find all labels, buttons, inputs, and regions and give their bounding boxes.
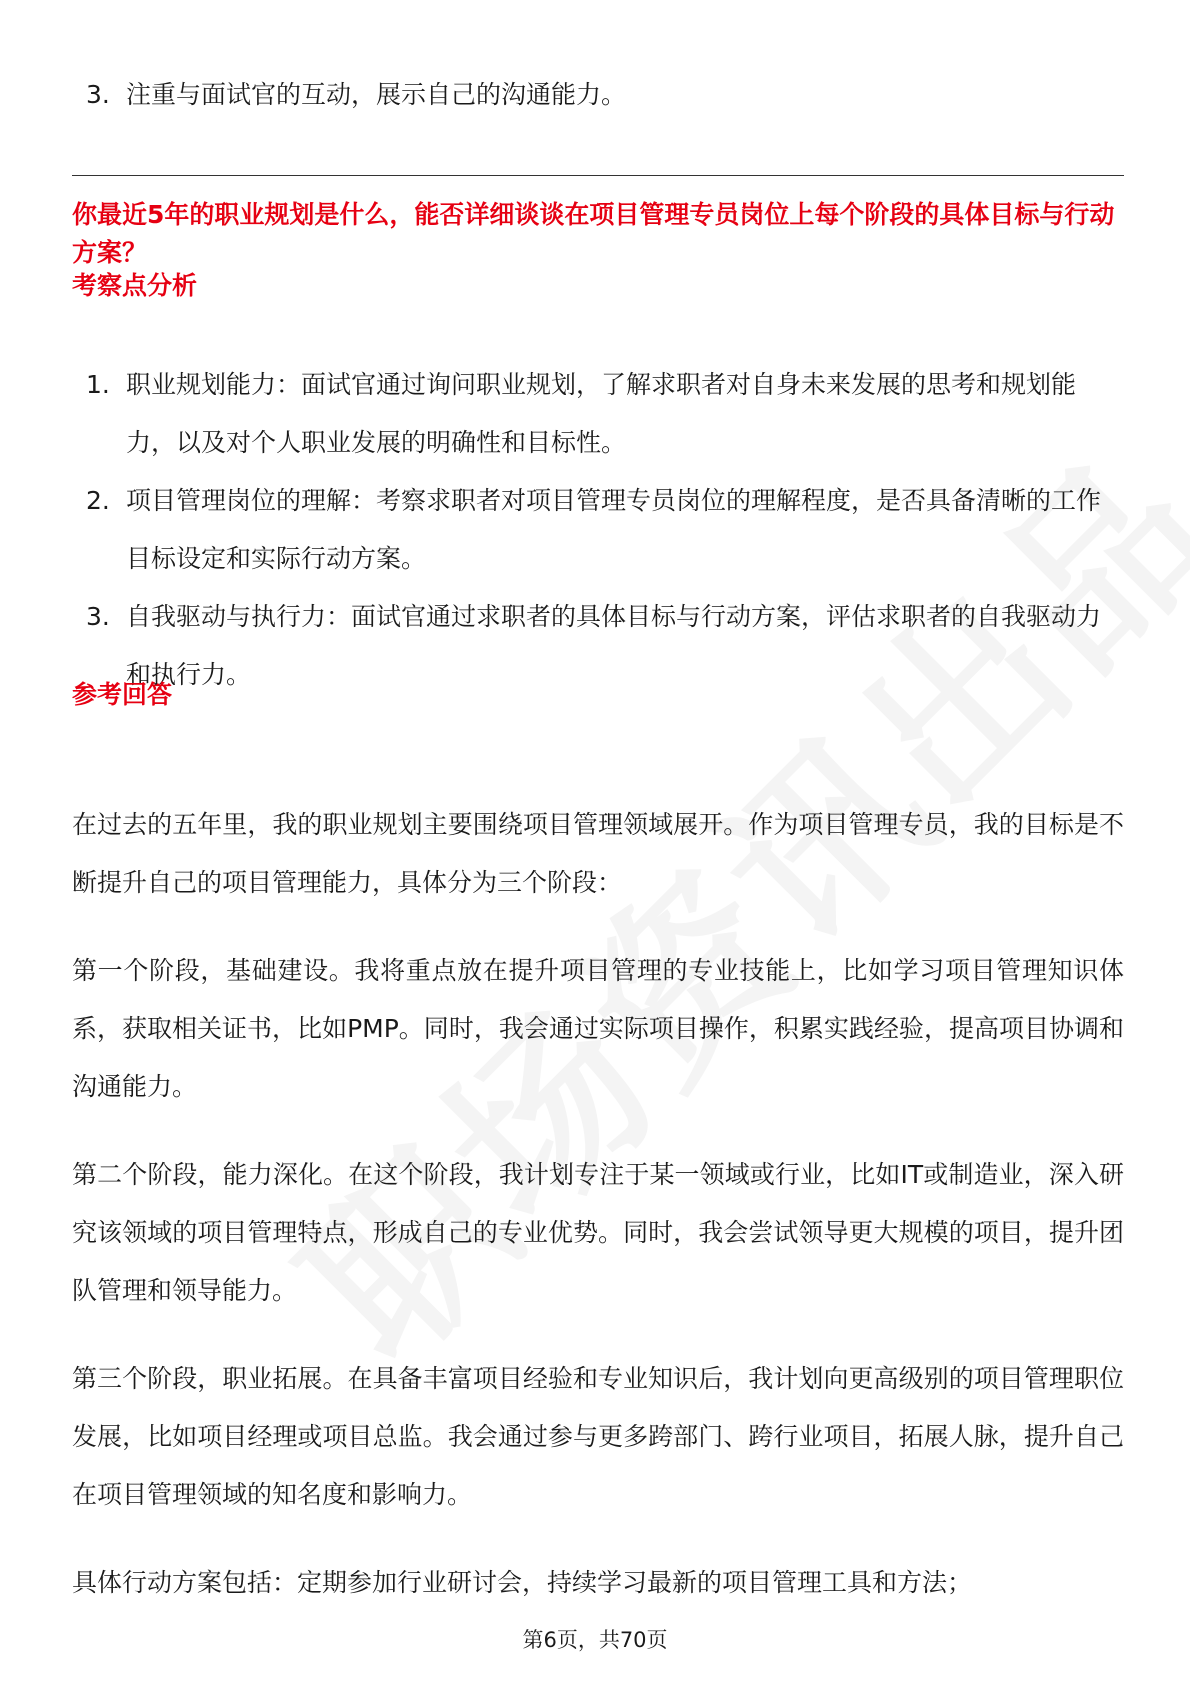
list-item <box>72 66 1124 124</box>
previous-answer-list <box>72 66 1124 124</box>
answer-paragraph: 在过去的五年里，我的职业规划主要围绕项目管理领域展开。作为项目管理专员，我的目标是不断提升自己的项目管理能力，具体分为三个阶段： <box>72 810 1124 897</box>
analysis-list <box>72 356 1124 704</box>
list-number: 3. <box>86 80 110 109</box>
list-number: 3. <box>86 602 110 631</box>
list-item <box>72 588 1124 704</box>
reference-answer-body <box>72 796 1124 1642</box>
answer-paragraph: 第一个阶段，基础建设。我将重点放在提升项目管理的专业技能上，比如学习项目管理知识体系，获取相关证书，比如PMP。同时，我会通过实际项目操作，积累实践经验，提高项目协调和沟通能力。 <box>72 956 1124 1101</box>
list-item <box>72 356 1124 472</box>
interview-question: 你最近5年的职业规划是什么，能否详细谈谈在项目管理专员岗位上每个阶段的具体目标与行动方案？ <box>72 200 1115 267</box>
page-number: 第6页，共70页 <box>522 1628 668 1652</box>
list-text: 自我驱动与执行力：面试官通过求职者的具体目标与行动方案，评估求职者的自我驱动力和执行力。 <box>126 602 1102 689</box>
list-text: 职业规划能力：面试官通过询问职业规划，了解求职者对自身未来发展的思考和规划能力，以及对个人职业发展的明确性和目标性。 <box>126 370 1077 457</box>
list-number: 2. <box>86 486 110 515</box>
answer-paragraph: 具体行动方案包括：定期参加行业研讨会，持续学习最新的项目管理工具和方法； <box>72 1568 973 1597</box>
section-divider <box>72 175 1124 176</box>
answer-paragraph: 第二个阶段，能力深化。在这个阶段，我计划专注于某一领域或行业，比如IT或制造业，深入研究该领域的项目管理特点，形成自己的专业优势。同时，我会尝试领导更大规模的项目，提升团队管理和领导能力。 <box>72 1160 1124 1305</box>
analysis-heading: 考察点分析 <box>72 271 198 300</box>
list-text: 注重与面试官的互动，展示自己的沟通能力。 <box>126 80 627 109</box>
list-item <box>72 472 1124 588</box>
reference-answer-heading: 参考回答 <box>72 680 173 709</box>
list-number: 1. <box>86 370 110 399</box>
answer-paragraph: 第三个阶段，职业拓展。在具备丰富项目经验和专业知识后，我计划向更高级别的项目管理职位发展，比如项目经理或项目总监。我会通过参与更多跨部门、跨行业项目，拓展人脉，提升自己在项目管理领域的知名度和影响力。 <box>72 1364 1124 1509</box>
list-text: 项目管理岗位的理解：考察求职者对项目管理专员岗位的理解程度，是否具备清晰的工作目标设定和实际行动方案。 <box>126 486 1102 573</box>
